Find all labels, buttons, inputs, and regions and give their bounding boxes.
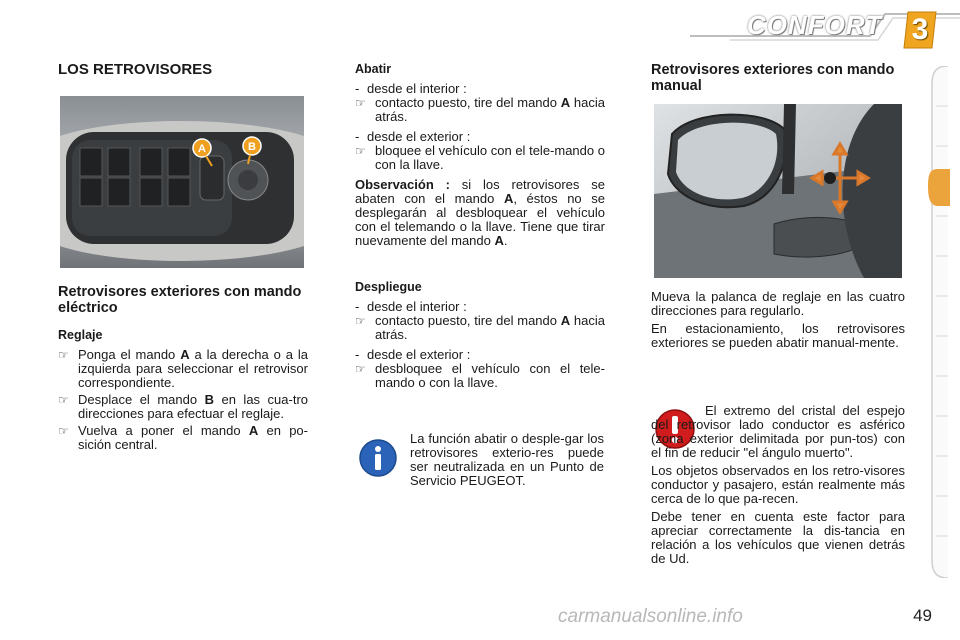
bullet-item: ☞ Ponga el mando A a la derecha o a la izquierda para seleccionar el retrovisor correspondiente. [58, 347, 309, 390]
manual-paragraph-2: En estacionamiento, los retrovisores exteriores se pueden abatir manual-mente. [651, 321, 905, 350]
warning-paragraph-3: Debe tener en cuenta este factor para apreciar correctamente la dis-tancia en relación a los vehículos que vienen detrás de Ud. [651, 509, 905, 566]
chapter-title: CONFORT [746, 10, 882, 40]
despliegue-interior: desde el interior : [367, 299, 467, 314]
bullet-item: ☞ Desplace el mando B en las cua-tro direcciones para efectuar el reglaje. [58, 392, 309, 421]
watermark: carmanualsonline.info [558, 606, 743, 627]
chapter-tabs[interactable] [928, 66, 950, 578]
info-icon [358, 438, 398, 478]
despliegue-title: Despliegue [355, 280, 422, 294]
reglaje-title: Reglaje [58, 328, 103, 342]
bullet-item: ☞ Vuelva a poner el mando A en po-sición central. [58, 423, 308, 452]
manual-paragraph-1: Mueva la palanca de reglaje en las cuatro direcciones para regularlo. [651, 289, 905, 318]
label-a: A [198, 143, 206, 155]
manual-mirror-photo [654, 104, 902, 278]
electric-mirrors-title: Retrovisores exteriores con mando eléctrico [58, 284, 302, 316]
chapter-number: 3 [911, 13, 929, 46]
warning-paragraph-1: El extremo del cristal del espejo del retrovisor lado conductor es asférico (zona exterior delimitada por pun-tos) con el fin de reducir "el ángulo muerto". [651, 403, 905, 460]
despliegue-exterior: desde el exterior : [367, 347, 471, 362]
abatir-title: Abatir [355, 62, 392, 76]
window-switch-photo [60, 96, 304, 268]
label-b: B [248, 141, 256, 153]
info-note: La función abatir o desple-gar los retrovisores exterio-res puede ser neutralizada en un Punto de Servicio PEUGEOT. [410, 431, 604, 488]
bullet-item: ☞ desbloquee el vehículo con el tele-mando o con la llave. [355, 361, 605, 390]
abatir-exterior: desde el exterior : [367, 129, 471, 144]
observacion-paragraph: Observación : si los retrovisores se abaten con el mando A, éstos no se desplegarán al desbloquear el vehículo con el telemando o la llave. Tiene que tirar nuevamente del mando A. [355, 177, 605, 248]
bullet-item: ☞ contacto puesto, tire del mando A hacia atrás. [355, 313, 605, 342]
bullet-item: ☞ bloquee el vehículo con el tele-mando o con la llave. [355, 143, 605, 172]
warning-paragraph-2: Los objetos observados en los retro-visores conductor y pasajero, están realmente más cerca de lo que pa-recen. [651, 463, 905, 506]
manual-mirrors-title: Retrovisores exteriores con mando manual [651, 62, 895, 94]
section-title: LOS RETROVISORES [58, 61, 213, 78]
abatir-interior: desde el interior : [367, 81, 467, 96]
bullet-item: ☞ contacto puesto, tire del mando A hacia atrás. [355, 95, 605, 124]
page-number: 49 [913, 606, 932, 625]
